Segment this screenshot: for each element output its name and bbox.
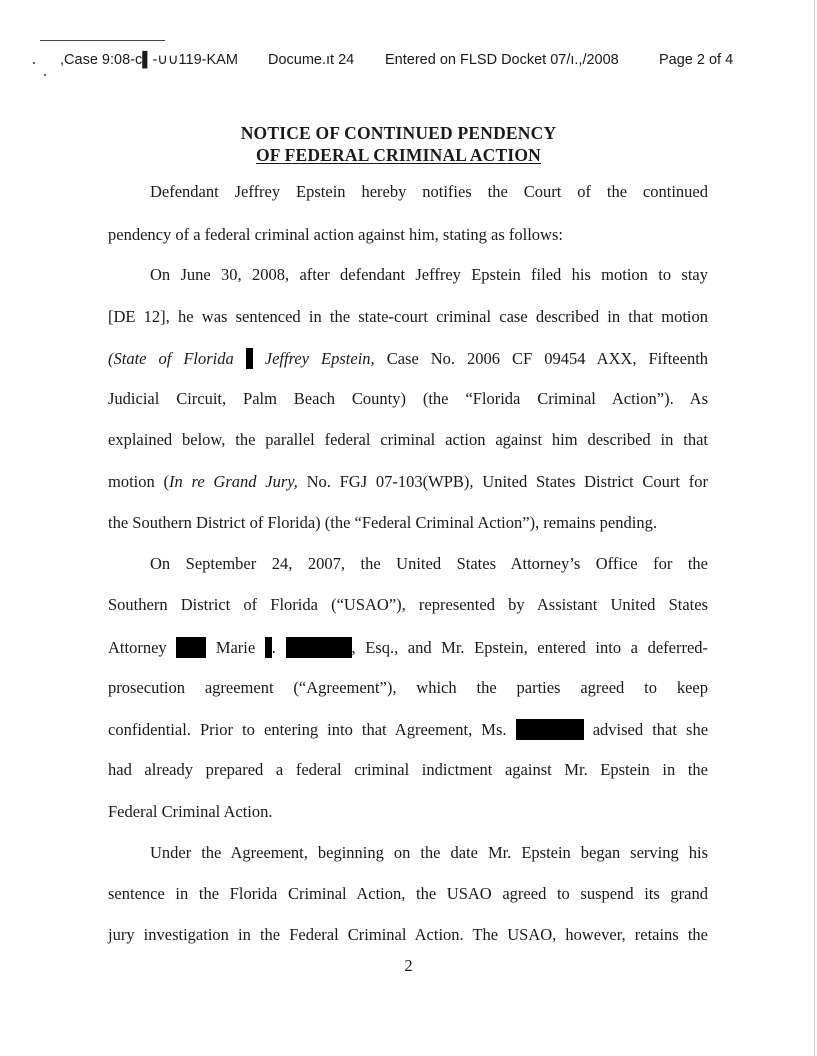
body-text: motion ( bbox=[108, 472, 170, 491]
case-caption-plaintiff: (State of Florida bbox=[108, 349, 234, 368]
document-title-line-2-text: OF FEDERAL CRIMINAL ACTION bbox=[255, 145, 542, 165]
body-line: Judicial Circuit, Palm Beach County) (the “Florida Criminal Action”). As bbox=[108, 389, 708, 408]
header-document-number: Documе.ıt 24 bbox=[268, 52, 355, 68]
document-title-line-2 bbox=[0, 145, 807, 166]
body-text: advised that she bbox=[592, 720, 709, 739]
court-filing-header bbox=[60, 52, 760, 72]
body-text: confidential. Prior to entering into that Agreement, Ms. bbox=[108, 720, 507, 739]
scan-artifact-rule bbox=[40, 40, 165, 41]
scan-page-edge bbox=[814, 0, 815, 1056]
body-line: prosecution agreement (“Agreement”), which the parties agreed to keep bbox=[108, 678, 708, 697]
body-line: sentence in the Florida Criminal Action, the USAO agreed to suspend its grand bbox=[108, 884, 708, 903]
redaction-box bbox=[176, 637, 206, 658]
body-line: Federal Criminal Action. bbox=[108, 802, 273, 821]
scan-artifact-dot bbox=[33, 62, 35, 64]
body-line: pendency of a federal criminal action against him, stating as follows: bbox=[108, 225, 563, 244]
redaction-box bbox=[516, 719, 584, 740]
redaction-box bbox=[286, 637, 352, 658]
body-text: . bbox=[271, 638, 276, 657]
body-text: No. FGJ 07-103(WPB), United States District Court for bbox=[306, 472, 708, 491]
body-line bbox=[108, 348, 708, 369]
federal-case-caption: In re Grand Jury, bbox=[169, 472, 298, 491]
body-line: had already prepared a federal criminal indictment against Mr. Epstein in the bbox=[108, 760, 708, 779]
document-title-line-1: NOTICE OF CONTINUED PENDENCY bbox=[240, 123, 557, 143]
body-line bbox=[108, 719, 708, 740]
body-line: Defendant Jeffrey Epstein hereby notifies the Court of the continued bbox=[150, 182, 708, 201]
body-text: Marie bbox=[215, 638, 256, 657]
case-caption-defendant: Jeffrey Epstein, bbox=[264, 349, 375, 368]
body-line: Under the Agreement, beginning on the date Mr. Epstein began serving his bbox=[150, 843, 708, 862]
case-number-text: Case No. 2006 CF 09454 AXX, Fifteenth bbox=[386, 349, 709, 368]
body-line: the Southern District of Florida) (the “Federal Criminal Action”), remains pending. bbox=[108, 513, 657, 532]
redaction-box bbox=[246, 348, 253, 369]
body-text: Attorney bbox=[108, 638, 167, 657]
body-line: On September 24, 2007, the United States Attorney’s Office for the bbox=[150, 554, 708, 573]
body-line: jury investigation in the Federal Criminal Action. The USAO, however, retains the bbox=[108, 925, 708, 944]
scan-artifact-dot bbox=[44, 74, 46, 76]
body-line bbox=[108, 637, 708, 658]
page-number: 2 bbox=[404, 956, 413, 975]
body-line: On June 30, 2008, after defendant Jeffrey Epstein filed his motion to stay bbox=[150, 265, 708, 284]
body-text: , Esq., and Mr. Epstein, entered into a deferred- bbox=[351, 638, 709, 657]
header-case-number: ,Case 9:08-c▌-∪∪119-KAM bbox=[60, 52, 238, 68]
redaction-box bbox=[265, 637, 272, 658]
body-line: Southern District of Florida (“USAO”), represented by Assistant United States bbox=[108, 595, 708, 614]
header-page-count: Page 2 of 4 bbox=[659, 52, 734, 68]
body-line bbox=[108, 472, 708, 492]
header-docket-entry: Entered on FLSD Docket 07/ı.,/2008 bbox=[385, 52, 619, 68]
body-line: explained below, the parallel federal criminal action against him described in that bbox=[108, 430, 708, 449]
body-line: [DE 12], he was sentenced in the state-court criminal case described in that motion bbox=[108, 307, 708, 326]
